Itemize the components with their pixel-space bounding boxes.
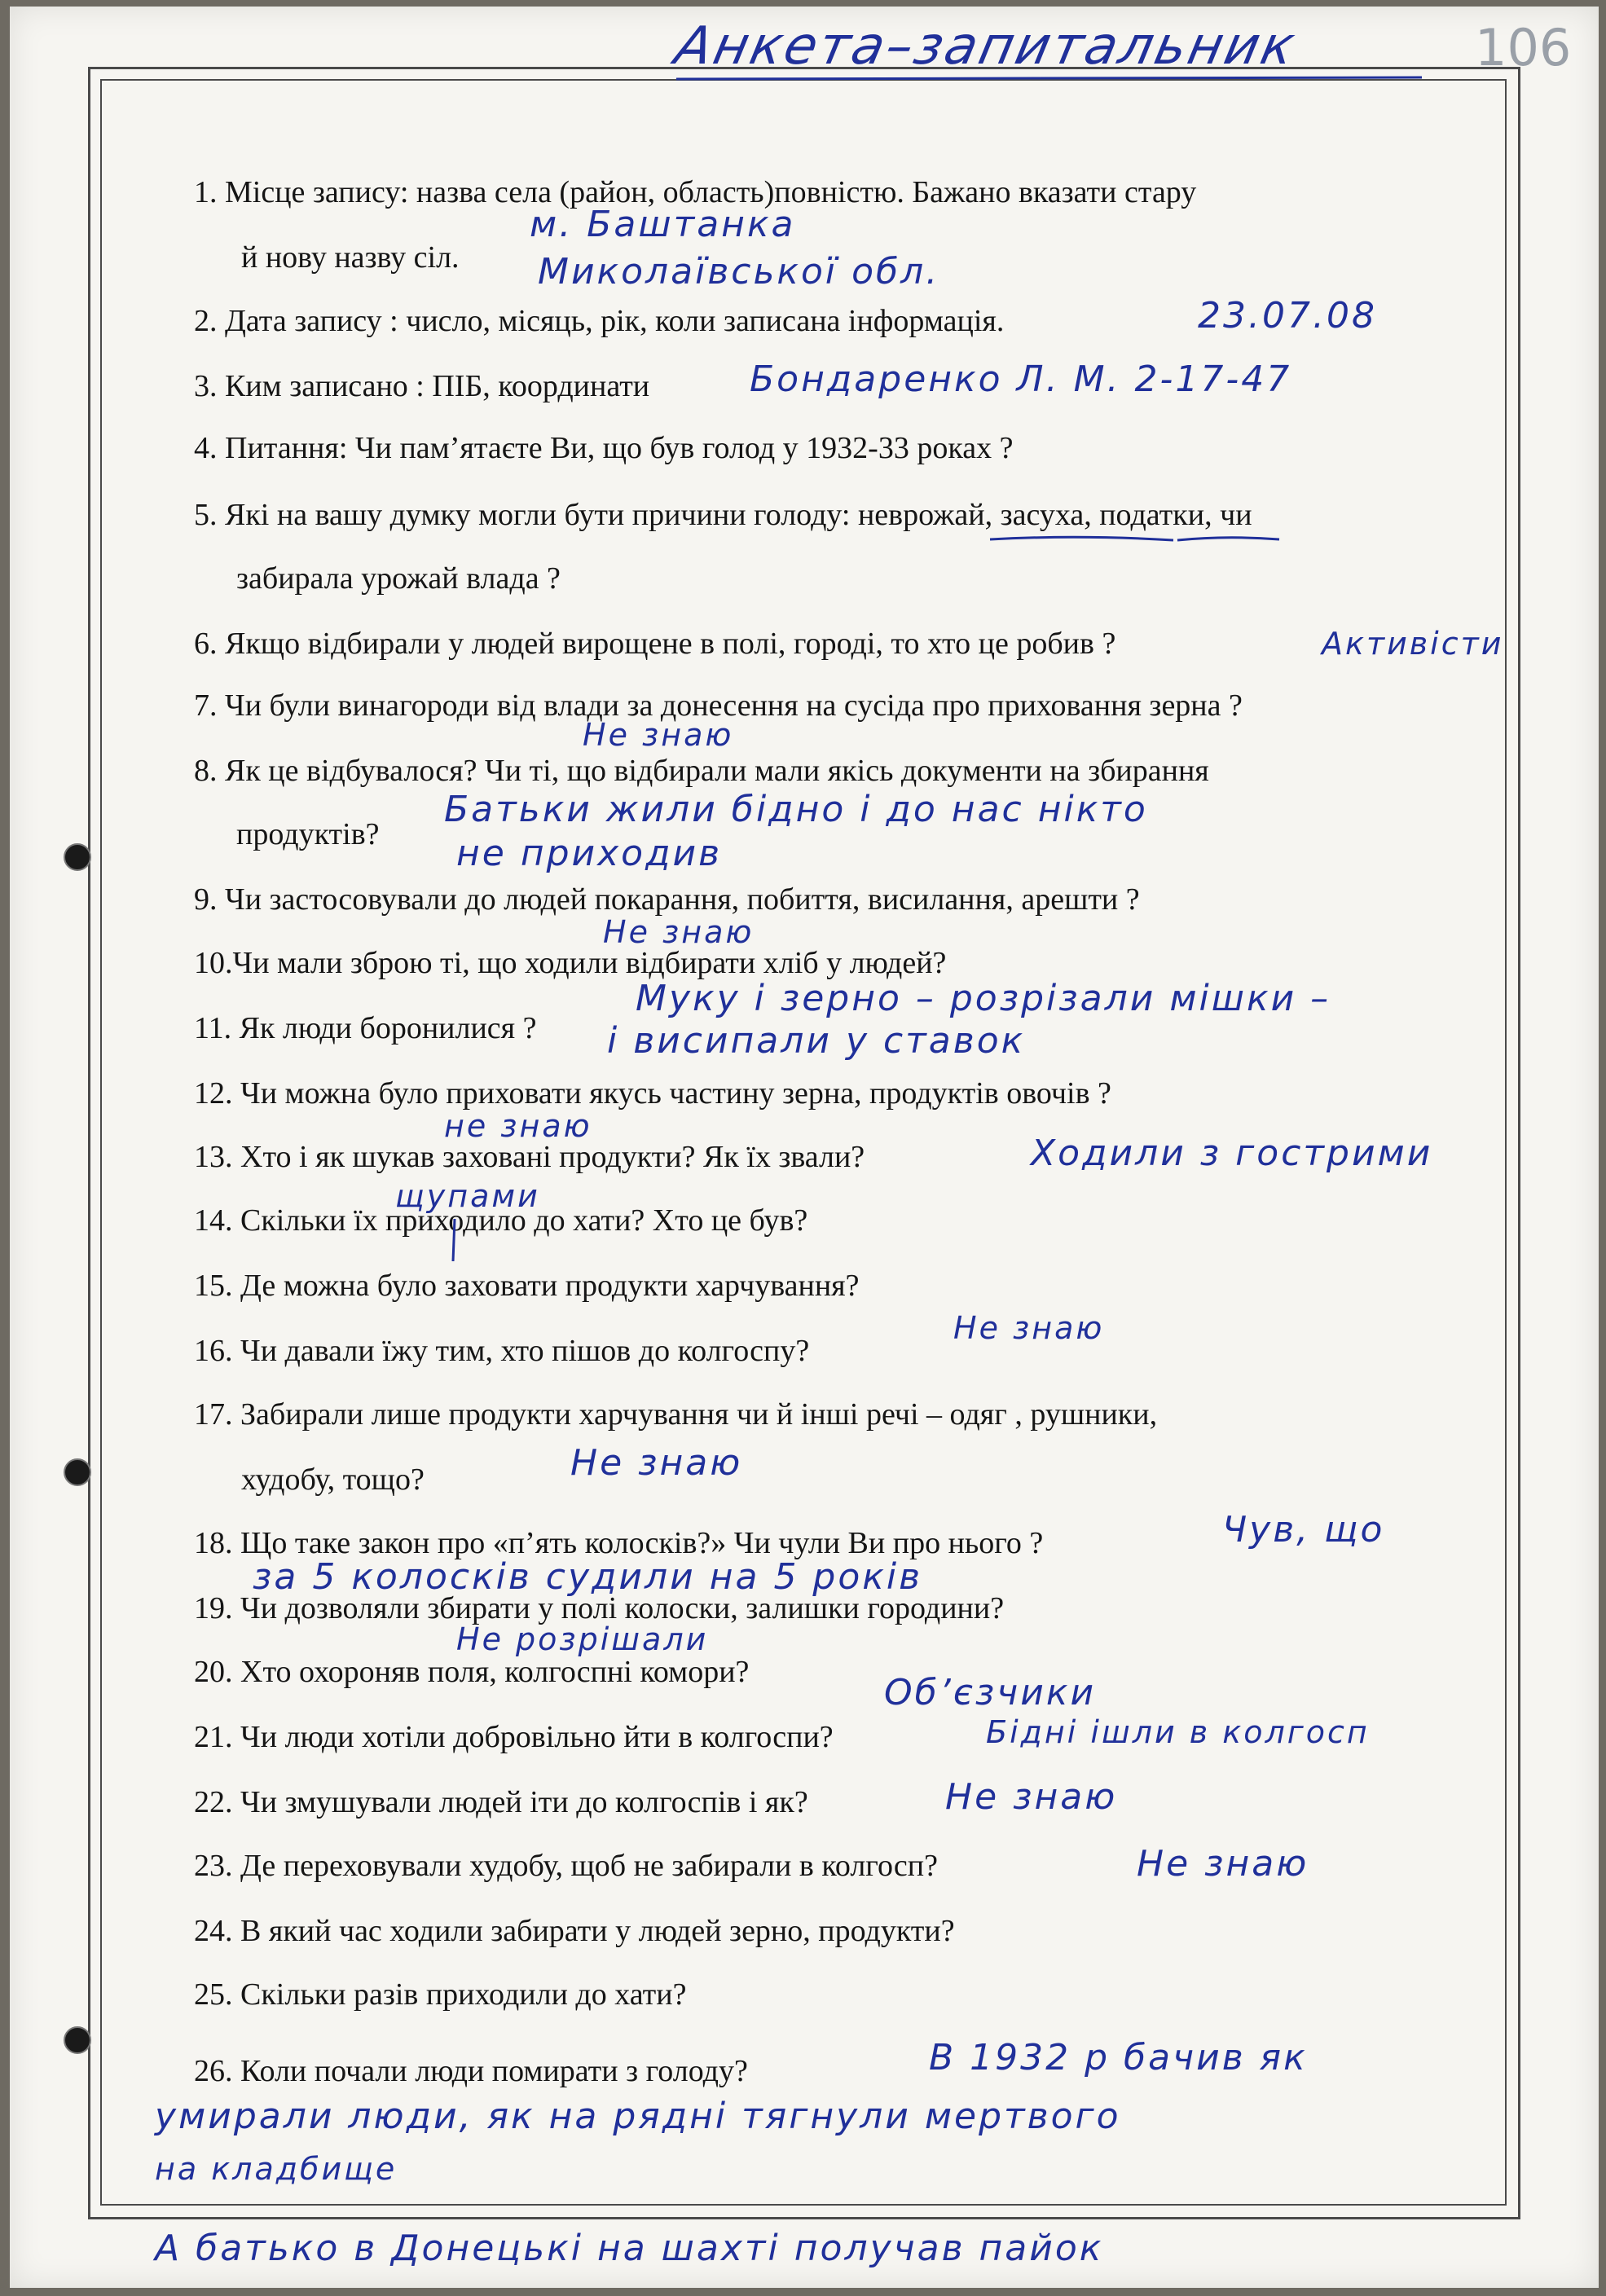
question-9: 9. Чи застосовували до людей покарання, побиття, висилання, арешти ? (194, 882, 1140, 917)
answer-2: 23.07.08 (1198, 295, 1377, 336)
answer-21: Бідні ішли в колгосп (986, 1714, 1370, 1750)
question-15: 15. Де можна було заховати продукти харчування? (194, 1269, 860, 1303)
answer-26-line-1: В 1932 р бачив як (929, 2037, 1308, 2078)
punch-hole-bottom (64, 2026, 91, 2054)
answer-18-line-1: Чув, що (1222, 1509, 1385, 1550)
question-5: 5. Які на вашу думку могли бути причини голоду: неврожай, засуха, податки, чи (194, 498, 1252, 532)
answer-11-line-1: Муку і зерно – розрізали мішки – (636, 978, 1331, 1019)
question-8-cont: продуктів? (236, 817, 380, 851)
answer-13-cont: щупами (395, 1178, 540, 1214)
question-11: 11. Як люди боронилися ? (194, 1011, 537, 1045)
answer-18-line-2: за 5 колосків судили на 5 років (253, 1556, 923, 1598)
question-22: 22. Чи змушували людей іти до колгоспів і як? (194, 1785, 808, 1819)
answer-8-line-2: не приходив (456, 833, 723, 874)
answer-26-line-3: на кладбище (155, 2151, 398, 2187)
handwritten-underline-zasukha (1177, 534, 1283, 544)
question-18: 18. Що таке закон про «п’ять колосків?» Чи чули Ви про нього ? (194, 1526, 1044, 1560)
question-7: 7. Чи були винагороди від влади за донесення на сусіда про приховання зерна ? (194, 688, 1243, 723)
question-25: 25. Скільки разів приходили до хати? (194, 1977, 687, 2012)
question-1-cont: й нову назву сіл. (241, 240, 460, 275)
question-16: 16. Чи давали їжу тим, хто пішов до колгоспу? (194, 1334, 810, 1368)
answer-22: Не знаю (945, 1776, 1118, 1818)
answer-6: Активісти (1322, 626, 1504, 662)
question-8: 8. Як це відбувалося? Чи ті, що відбирали мали якісь документи на збирання (194, 754, 1209, 788)
handwritten-underline-nevrozhai (990, 534, 1177, 544)
form-title: Анкета–запитальник (670, 16, 1302, 77)
answer-16: Не знаю (953, 1310, 1105, 1346)
answer-23: Не знаю (1137, 1843, 1309, 1885)
punch-hole-middle (64, 1458, 91, 1486)
answer-11-line-2: і висипали у ставок (607, 1020, 1026, 1062)
question-23: 23. Де переховували худобу, щоб не забирали в колгосп? (194, 1849, 938, 1883)
question-4: 4. Питання: Чи пам’ятаєте Ви, що був голод у 1932-33 роках ? (194, 431, 1014, 465)
question-1: 1. Місце запису: назва села (район, область)повністю. Бажано вказати стару (194, 175, 1197, 209)
question-14: 14. Скільки їх приходило до хати? Хто це був? (194, 1203, 808, 1238)
answer-12: не знаю (444, 1108, 592, 1144)
answer-13: Ходили з гострими (1031, 1133, 1433, 1174)
question-21: 21. Чи люди хотіли добровільно йти в колгоспи? (194, 1720, 834, 1754)
page-number: 106 (1475, 18, 1572, 77)
question-12: 12. Чи можна було приховати якусь частину зерна, продуктів овочів ? (194, 1076, 1111, 1111)
question-17-cont: худобу, тощо? (241, 1462, 425, 1497)
question-19: 19. Чи дозволяли збирати у полі колоски, залишки городини? (194, 1591, 1005, 1625)
question-26: 26. Коли почали люди помирати з голоду? (194, 2054, 748, 2088)
answer-10: Не знаю (603, 914, 755, 950)
question-3: 3. Ким записано : ПІБ, координати (194, 369, 650, 403)
question-24: 24. В який час ходили забирати у людей зерно, продукти? (194, 1914, 955, 1948)
question-10: 10.Чи мали зброю ті, що ходили відбирати хліб у людей? (194, 946, 947, 980)
question-17: 17. Забирали лише продукти харчування чи й інші речі – одяг , рушники, (194, 1397, 1158, 1432)
title-underline (676, 75, 1426, 83)
question-5-cont: забирала урожай влада ? (236, 561, 561, 596)
answer-17: Не знаю (570, 1442, 743, 1484)
answer-19: Не розрішали (456, 1621, 709, 1657)
answer-20: Об’єзчики (884, 1672, 1097, 1713)
question-20: 20. Хто охороняв поля, колгоспні комори? (194, 1655, 750, 1689)
footer-handwritten-note: А батько в Донецькі на шахті получав пайок (155, 2228, 1104, 2269)
question-2: 2. Дата запису : число, місяць, рік, коли записана інформація. (194, 304, 1005, 338)
arrow-mark (448, 1219, 464, 1268)
answer-3: Бондаренко Л. М. 2-17-47 (750, 358, 1292, 400)
question-6: 6. Якщо відбирали у людей вирощене в полі, городі, то хто це робив ? (194, 627, 1116, 661)
question-13: 13. Хто і як шукав заховані продукти? Як їх звали? (194, 1140, 865, 1174)
answer-8-line-1: Батьки жили бідно і до нас нікто (444, 789, 1148, 830)
answer-7: Не знаю (583, 717, 734, 753)
punch-hole-top (64, 843, 91, 871)
answer-26-line-2: умирали люди, як на рядні тягнули мертвого (155, 2096, 1121, 2137)
answer-1-line-2: Миколаївської обл. (538, 251, 940, 292)
answer-1-line-1: м. Баштанка (530, 204, 796, 245)
